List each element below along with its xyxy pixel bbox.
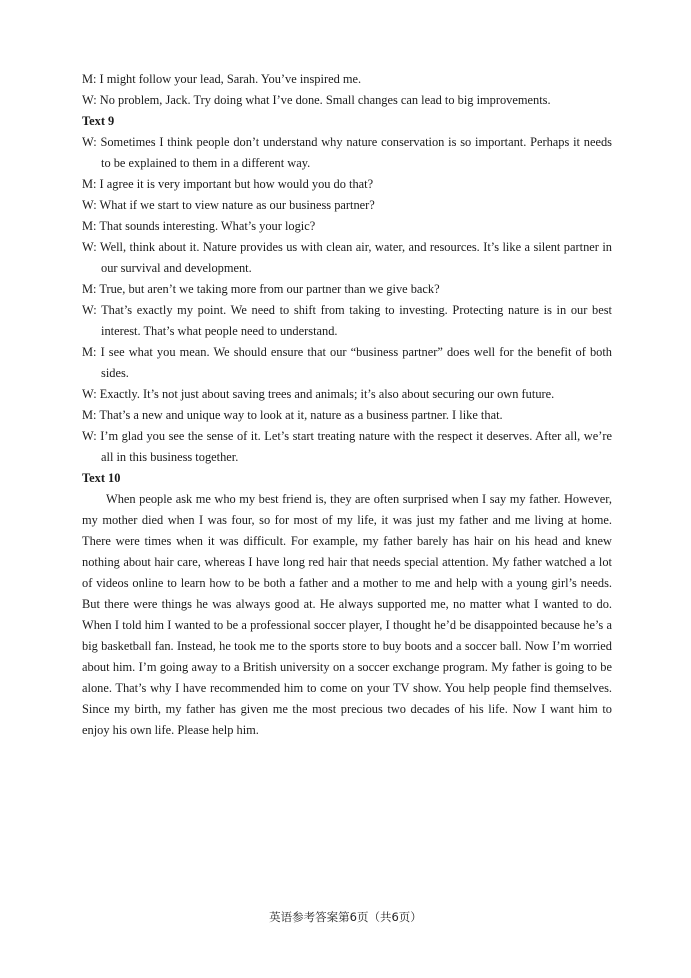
dialogue-line: W: No problem, Jack. Try doing what I’ve done. Small changes can lead to big improvements. (82, 93, 551, 107)
dialogue-line: M: True, but aren’t we taking more from our partner than we give back? (82, 282, 440, 296)
dialogue-line: M: I might follow your lead, Sarah. You’ve inspired me. (82, 72, 362, 86)
dialogue-line: W: I’m glad you see the sense of it. Let’s start treating nature with the respect it deserves. After all, we’re all in this business together. (82, 429, 612, 464)
dialogue-line: M: That’s a new and unique way to look at it, nature as a business partner. I like that. (82, 408, 503, 422)
page-footer: 英语参考答案第6页（共6页） (269, 910, 422, 924)
dialogue-line: M: That sounds interesting. What’s your logic? (82, 219, 316, 233)
dialogue-line: W: Sometimes I think people don’t understand why nature conservation is so important. Perhaps it needs to be explained to them in a different way. (82, 135, 612, 170)
dialogue-line: M: I see what you mean. We should ensure that our “business partner” does well for the benefit of both sides. (82, 345, 612, 380)
text10-paragraph: When people ask me who my best friend is, they are often surprised when I say my father. However, my mother died when I was four, so for most of my life, it was just my father and me living at home. There were times when it was difficult. For example, my father barely has hair on his head and knew nothing about hair care, whereas I have long red hair that needs special attention. My father watched a lot of videos online to learn how to be both a father and a mother to me and help with a young girl’s needs. But there were things he was always good at. He always supported me, no matter what I wanted to do. When I told him I wanted to be a professional soccer player, I thought he’d be disappointed because he’s a big basketball fan. Instead, he took me to the sports store to buy boots and a soccer ball. Now I’m worried about him. I’m going away to a British university on a soccer exchange program. My father is going to be alone. That’s why I have recommended him to come on your TV show. You help people find themselves. Since my birth, my father has given me the most precious two decades of his life. Now I want him to enjoy his own life. Please help him. (82, 492, 612, 737)
dialogue-line: W: Exactly. It’s not just about saving trees and animals; it’s also about securing our own future. (82, 387, 555, 401)
dialogue-line: W: Well, think about it. Nature provides us with clean air, water, and resources. It’s like a silent partner in our survival and development. (82, 240, 612, 275)
dialogue-line: M: I agree it is very important but how would you do that? (82, 177, 374, 191)
text10-heading: Text 10 (82, 471, 121, 485)
text9-heading: Text 9 (82, 114, 115, 128)
dialogue-line: W: That’s exactly my point. We need to shift from taking to investing. Protecting nature is in our best interest. That’s what people need to understand. (82, 303, 612, 338)
dialogue-line: W: What if we start to view nature as our business partner? (82, 198, 375, 212)
document-body (82, 69, 612, 741)
